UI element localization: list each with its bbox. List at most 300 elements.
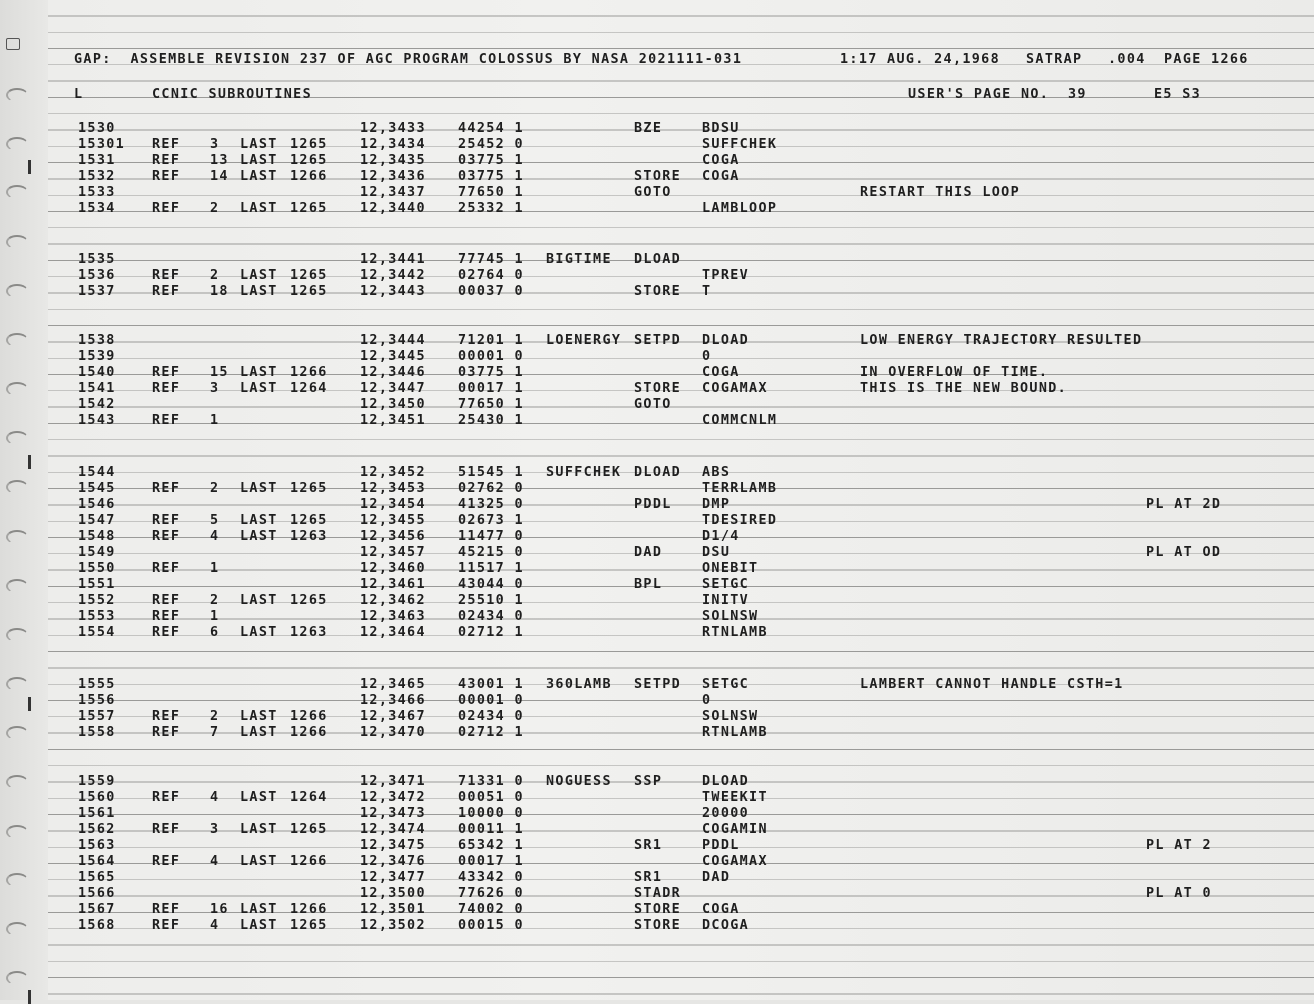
ref-count: 13 (210, 153, 229, 168)
opcode: STORE (634, 918, 682, 933)
ref-keyword: REF (152, 268, 181, 283)
address: 12,3461 (360, 577, 426, 592)
line-number: 1555 (78, 677, 116, 692)
operand: RTNLAMB (702, 625, 768, 640)
feed-hole (6, 185, 28, 199)
operand: COGAMIN (702, 822, 768, 837)
operand: 0 (702, 349, 712, 364)
octal-code: 25430 1 (458, 413, 524, 428)
last-keyword: LAST (240, 854, 278, 869)
address: 12,3464 (360, 625, 426, 640)
line-number: 1551 (78, 577, 116, 592)
last-keyword: LAST (240, 201, 278, 216)
octal-code: 77745 1 (458, 252, 524, 267)
line-number: 1561 (78, 806, 116, 821)
last-keyword: LAST (240, 365, 278, 380)
opcode: SETPD (634, 677, 682, 692)
address: 12,3500 (360, 886, 426, 901)
line-number: 1554 (78, 625, 116, 640)
ref-keyword: REF (152, 513, 181, 528)
line-number: 1562 (78, 822, 116, 837)
line-number: 15301 (78, 137, 126, 152)
opcode: PDDL (634, 497, 672, 512)
octal-code: 00017 1 (458, 854, 524, 869)
location-label: NOGUESS (546, 774, 612, 789)
line-number: 1546 (78, 497, 116, 512)
line-number: 1556 (78, 693, 116, 708)
ref-count: 1 (210, 413, 220, 428)
ref-keyword: REF (152, 725, 181, 740)
line-number: 1539 (78, 349, 116, 364)
octal-code: 44254 1 (458, 121, 524, 136)
location-label: 360LAMB (546, 677, 612, 692)
address: 12,3470 (360, 725, 426, 740)
opcode: GOTO (634, 185, 672, 200)
ref-count: 4 (210, 854, 220, 869)
location-label: BIGTIME (546, 252, 612, 267)
operand: COGAMAX (702, 381, 768, 396)
octal-code: 02762 0 (458, 481, 524, 496)
pushdown-note: PL AT OD (1146, 545, 1222, 560)
operand: COGA (702, 169, 740, 184)
comment: IN OVERFLOW OF TIME. (860, 365, 1049, 380)
operand: T (702, 284, 712, 299)
opcode: DAD (634, 545, 663, 560)
opcode: STADR (634, 886, 682, 901)
ref-count: 4 (210, 790, 220, 805)
line-number: 1548 (78, 529, 116, 544)
feed-hole (6, 971, 28, 985)
address: 12,3446 (360, 365, 426, 380)
address: 12,3462 (360, 593, 426, 608)
last-keyword: LAST (240, 790, 278, 805)
ref-count: 1 (210, 561, 220, 576)
last-keyword: LAST (240, 137, 278, 152)
address: 12,3451 (360, 413, 426, 428)
ref-keyword: REF (152, 137, 181, 152)
opcode: STORE (634, 284, 682, 299)
address: 12,3455 (360, 513, 426, 528)
address: 12,3465 (360, 677, 426, 692)
operand: TDESIRED (702, 513, 778, 528)
operand: COGA (702, 153, 740, 168)
ref-count: 14 (210, 169, 229, 184)
line-number: 1552 (78, 593, 116, 608)
header-tag: E5 S3 (1154, 87, 1202, 102)
users-page-number: USER'S PAGE NO. 39 (908, 87, 1087, 102)
operand: COMMCNLM (702, 413, 778, 428)
address: 12,3474 (360, 822, 426, 837)
octal-code: 00017 1 (458, 381, 524, 396)
margin-mark (28, 455, 31, 469)
address: 12,3450 (360, 397, 426, 412)
header-code: .004 (1108, 52, 1146, 67)
octal-code: 65342 1 (458, 838, 524, 853)
line-number: 1545 (78, 481, 116, 496)
address: 12,3467 (360, 709, 426, 724)
octal-code: 02434 0 (458, 609, 524, 624)
last-keyword: LAST (240, 918, 278, 933)
opcode: BZE (634, 121, 663, 136)
ref-count: 5 (210, 513, 220, 528)
operand: COGA (702, 365, 740, 380)
address: 12,3453 (360, 481, 426, 496)
header-line-1 (48, 52, 1249, 67)
line-number: 1557 (78, 709, 116, 724)
octal-code: 77626 0 (458, 886, 524, 901)
last-keyword: LAST (240, 725, 278, 740)
ref-keyword: REF (152, 902, 181, 917)
ref-count: 3 (210, 381, 220, 396)
address: 12,3472 (360, 790, 426, 805)
operand: SETGC (702, 677, 750, 692)
octal-code: 45215 0 (458, 545, 524, 560)
address: 12,3502 (360, 918, 426, 933)
address: 12,3433 (360, 121, 426, 136)
address: 12,3501 (360, 902, 426, 917)
ref-keyword: REF (152, 284, 181, 299)
address: 12,3466 (360, 693, 426, 708)
pushdown-note: PL AT 2 (1146, 838, 1212, 853)
margin-mark (28, 160, 31, 174)
feed-hole (6, 431, 28, 445)
header-timestamp: 1:17 AUG. 24,1968 (840, 52, 1001, 67)
address: 12,3444 (360, 333, 426, 348)
ref-count: 3 (210, 137, 220, 152)
location-label: SUFFCHEK (546, 465, 622, 480)
location-label: LOENERGY (546, 333, 622, 348)
address: 12,3475 (360, 838, 426, 853)
line-number: 1540 (78, 365, 116, 380)
line-number: 1531 (78, 153, 116, 168)
octal-code: 00001 0 (458, 693, 524, 708)
octal-code: 02673 1 (458, 513, 524, 528)
section-title: CCNIC SUBROUTINES (152, 87, 313, 102)
last-keyword: LAST (240, 381, 278, 396)
operand: LAMBLOOP (702, 201, 778, 216)
octal-code: 03775 1 (458, 169, 524, 184)
feed-hole (6, 88, 28, 102)
address: 12,3435 (360, 153, 426, 168)
ref-keyword: REF (152, 625, 181, 640)
address: 12,3473 (360, 806, 426, 821)
octal-code: 03775 1 (458, 153, 524, 168)
last-page: 1265 (290, 822, 328, 837)
operand: ABS (702, 465, 731, 480)
octal-code: 51545 1 (458, 465, 524, 480)
octal-code: 00051 0 (458, 790, 524, 805)
address: 12,3442 (360, 268, 426, 283)
feed-hole (6, 628, 28, 642)
line-number: 1544 (78, 465, 116, 480)
ref-keyword: REF (152, 918, 181, 933)
feed-hole (6, 38, 20, 50)
line-number: 1567 (78, 902, 116, 917)
section-flag: L (74, 87, 84, 102)
feed-hole (6, 579, 28, 593)
feed-hole (6, 530, 28, 544)
last-keyword: LAST (240, 153, 278, 168)
feed-hole (6, 775, 28, 789)
line-number: 1553 (78, 609, 116, 624)
feed-hole (6, 922, 28, 936)
comment: THIS IS THE NEW BOUND. (860, 381, 1068, 396)
ref-count: 18 (210, 284, 229, 299)
ref-keyword: REF (152, 790, 181, 805)
operand: SETGC (702, 577, 750, 592)
pushdown-note: PL AT 0 (1146, 886, 1212, 901)
octal-code: 02434 0 (458, 709, 524, 724)
ref-count: 2 (210, 593, 220, 608)
feed-hole (6, 137, 28, 151)
operand: SOLNSW (702, 609, 759, 624)
margin-mark (28, 990, 31, 1004)
octal-code: 00011 1 (458, 822, 524, 837)
operand: COGA (702, 902, 740, 917)
address: 12,3456 (360, 529, 426, 544)
line-number: 1537 (78, 284, 116, 299)
octal-code: 43342 0 (458, 870, 524, 885)
operand: D1/4 (702, 529, 740, 544)
last-page: 1265 (290, 513, 328, 528)
address: 12,3443 (360, 284, 426, 299)
line-number: 1541 (78, 381, 116, 396)
operand: SOLNSW (702, 709, 759, 724)
pushdown-note: PL AT 2D (1146, 497, 1222, 512)
last-keyword: LAST (240, 284, 278, 299)
opcode: STORE (634, 381, 682, 396)
opcode: SSP (634, 774, 663, 789)
last-page: 1265 (290, 201, 328, 216)
operand: INITV (702, 593, 750, 608)
octal-code: 74002 0 (458, 902, 524, 917)
operand: 0 (702, 693, 712, 708)
line-number: 1535 (78, 252, 116, 267)
feed-hole (6, 480, 28, 494)
line-number: 1538 (78, 333, 116, 348)
last-page: 1264 (290, 381, 328, 396)
ref-keyword: REF (152, 854, 181, 869)
address: 12,3477 (360, 870, 426, 885)
octal-code: 25510 1 (458, 593, 524, 608)
ref-count: 2 (210, 201, 220, 216)
octal-code: 11477 0 (458, 529, 524, 544)
ref-count: 16 (210, 902, 229, 917)
octal-code: 00015 0 (458, 918, 524, 933)
opcode: DLOAD (634, 465, 682, 480)
last-page: 1266 (290, 365, 328, 380)
feed-hole (6, 677, 28, 691)
ref-count: 2 (210, 481, 220, 496)
ref-keyword: REF (152, 365, 181, 380)
last-keyword: LAST (240, 625, 278, 640)
opcode: STORE (634, 169, 682, 184)
address: 12,3436 (360, 169, 426, 184)
last-page: 1266 (290, 854, 328, 869)
address: 12,3440 (360, 201, 426, 216)
ref-count: 7 (210, 725, 220, 740)
operand: PDDL (702, 838, 740, 853)
address: 12,3447 (360, 381, 426, 396)
header-title: GAP: ASSEMBLE REVISION 237 OF AGC PROGRAM COLOSSUS BY NASA 2021111-031 (74, 52, 743, 67)
feed-hole (6, 825, 28, 839)
opcode: DLOAD (634, 252, 682, 267)
octal-code: 71201 1 (458, 333, 524, 348)
ref-count: 3 (210, 822, 220, 837)
ref-count: 1 (210, 609, 220, 624)
margin-mark (28, 697, 31, 711)
operand: DLOAD (702, 333, 750, 348)
last-keyword: LAST (240, 593, 278, 608)
line-number: 1530 (78, 121, 116, 136)
last-keyword: LAST (240, 169, 278, 184)
ref-keyword: REF (152, 593, 181, 608)
operand: TERRLAMB (702, 481, 778, 496)
operand: DMP (702, 497, 731, 512)
address: 12,3457 (360, 545, 426, 560)
octal-code: 77650 1 (458, 185, 524, 200)
ref-count: 4 (210, 918, 220, 933)
address: 12,3445 (360, 349, 426, 364)
operand: COGAMAX (702, 854, 768, 869)
ref-count: 6 (210, 625, 220, 640)
comment: LOW ENERGY TRAJECTORY RESULTED (860, 333, 1143, 348)
operand: DSU (702, 545, 731, 560)
opcode: SETPD (634, 333, 682, 348)
line-number: 1532 (78, 169, 116, 184)
octal-code: 02712 1 (458, 625, 524, 640)
ref-keyword: REF (152, 529, 181, 544)
ref-keyword: REF (152, 609, 181, 624)
octal-code: 11517 1 (458, 561, 524, 576)
line-number: 1550 (78, 561, 116, 576)
octal-code: 25452 0 (458, 137, 524, 152)
address: 12,3452 (360, 465, 426, 480)
tractor-feed-margin (0, 0, 48, 1000)
ref-count: 4 (210, 529, 220, 544)
last-page: 1265 (290, 137, 328, 152)
line-number: 1547 (78, 513, 116, 528)
operand: DLOAD (702, 774, 750, 789)
header-page: PAGE 1266 (1164, 52, 1249, 67)
line-number: 1549 (78, 545, 116, 560)
feed-hole (6, 235, 28, 249)
octal-code: 02764 0 (458, 268, 524, 283)
last-page: 1265 (290, 153, 328, 168)
address: 12,3437 (360, 185, 426, 200)
operand: ONEBIT (702, 561, 759, 576)
octal-code: 02712 1 (458, 725, 524, 740)
last-keyword: LAST (240, 902, 278, 917)
line-number: 1568 (78, 918, 116, 933)
operand: TWEEKIT (702, 790, 768, 805)
last-page: 1265 (290, 918, 328, 933)
feed-hole (6, 333, 28, 347)
octal-code: 43001 1 (458, 677, 524, 692)
ref-keyword: REF (152, 709, 181, 724)
printout-page (48, 0, 1314, 1000)
ref-keyword: REF (152, 201, 181, 216)
last-page: 1265 (290, 593, 328, 608)
feed-hole (6, 284, 28, 298)
octal-code: 10000 0 (458, 806, 524, 821)
line-number: 1563 (78, 838, 116, 853)
line-number: 1566 (78, 886, 116, 901)
ref-keyword: REF (152, 381, 181, 396)
octal-code: 00001 0 (458, 349, 524, 364)
operand: 20000 (702, 806, 750, 821)
ref-keyword: REF (152, 481, 181, 496)
last-page: 1266 (290, 169, 328, 184)
ref-keyword: REF (152, 561, 181, 576)
line-number: 1534 (78, 201, 116, 216)
last-page: 1264 (290, 790, 328, 805)
header-user: SATRAP (1026, 52, 1083, 67)
line-number: 1536 (78, 268, 116, 283)
last-keyword: LAST (240, 268, 278, 283)
last-keyword: LAST (240, 709, 278, 724)
line-number: 1559 (78, 774, 116, 789)
operand: DCOGA (702, 918, 750, 933)
opcode: STORE (634, 902, 682, 917)
address: 12,3476 (360, 854, 426, 869)
line-number: 1564 (78, 854, 116, 869)
comment: RESTART THIS LOOP (860, 185, 1021, 200)
line-number: 1543 (78, 413, 116, 428)
last-page: 1266 (290, 709, 328, 724)
ref-keyword: REF (152, 169, 181, 184)
line-number: 1533 (78, 185, 116, 200)
octal-code: 41325 0 (458, 497, 524, 512)
octal-code: 03775 1 (458, 365, 524, 380)
last-page: 1263 (290, 625, 328, 640)
opcode: SR1 (634, 838, 663, 853)
last-page: 1266 (290, 902, 328, 917)
line-number: 1560 (78, 790, 116, 805)
octal-code: 43044 0 (458, 577, 524, 592)
last-keyword: LAST (240, 822, 278, 837)
last-keyword: LAST (240, 513, 278, 528)
octal-code: 71331 0 (458, 774, 524, 789)
opcode: GOTO (634, 397, 672, 412)
header-line-2 (48, 87, 1202, 102)
address: 12,3454 (360, 497, 426, 512)
operand: TPREV (702, 268, 750, 283)
last-page: 1265 (290, 268, 328, 283)
line-number: 1558 (78, 725, 116, 740)
operand: DAD (702, 870, 731, 885)
last-keyword: LAST (240, 529, 278, 544)
ref-keyword: REF (152, 413, 181, 428)
opcode: BPL (634, 577, 663, 592)
address: 12,3460 (360, 561, 426, 576)
address: 12,3441 (360, 252, 426, 267)
feed-hole (6, 873, 28, 887)
last-keyword: LAST (240, 481, 278, 496)
opcode: SR1 (634, 870, 663, 885)
comment: LAMBERT CANNOT HANDLE CSTH=1 (860, 677, 1124, 692)
line-number: 1542 (78, 397, 116, 412)
feed-hole (6, 726, 28, 740)
last-page: 1266 (290, 725, 328, 740)
operand: RTNLAMB (702, 725, 768, 740)
operand: BDSU (702, 121, 740, 136)
last-page: 1265 (290, 284, 328, 299)
address: 12,3434 (360, 137, 426, 152)
operand: SUFFCHEK (702, 137, 778, 152)
ref-keyword: REF (152, 153, 181, 168)
octal-code: 77650 1 (458, 397, 524, 412)
